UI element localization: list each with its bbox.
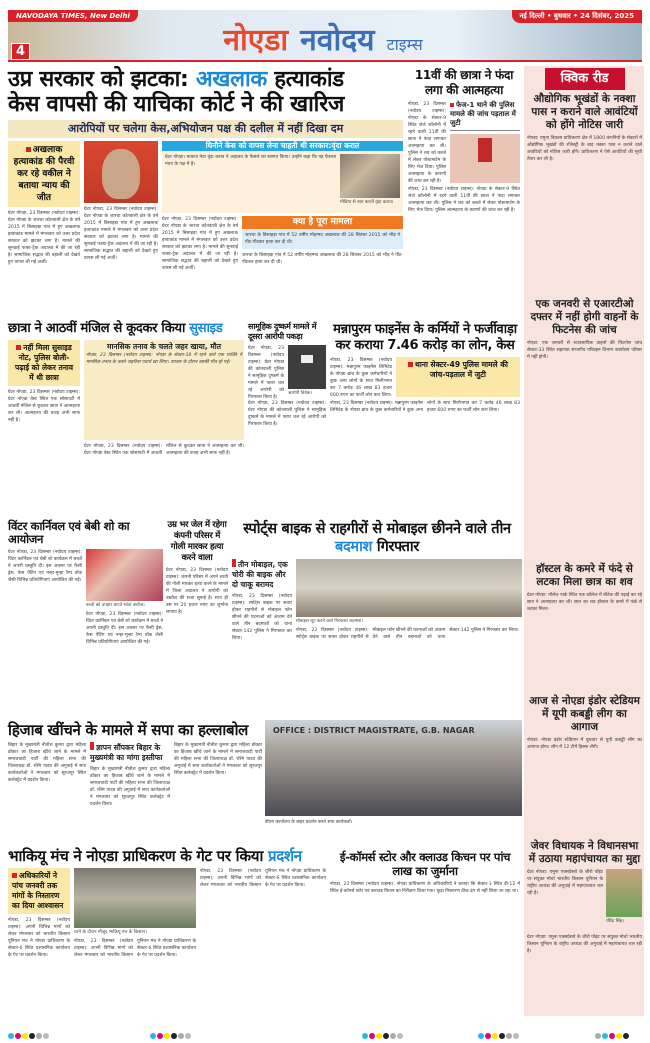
- bike-headline-text: गिरफ्तार: [372, 539, 419, 555]
- bhakiyu-headline-text: भाकियू मंच ने नोएडा प्राधिकरण के गेट पर किया: [8, 847, 268, 865]
- lifejail-story: [166, 520, 228, 718]
- bike-sidebox: [232, 559, 292, 590]
- suicide-headline-text: छात्रा ने आठवीं मंजिल से कूदकर किया: [8, 321, 190, 336]
- bhakiyu-headline: [8, 848, 326, 865]
- ecom-headline: ई-कॉमर्स स्टोर और क्लाउड किचन पर पांच लाख का जुर्माना: [339, 850, 511, 878]
- hijab-sidebox: [90, 742, 170, 763]
- page-number: 4: [11, 43, 30, 60]
- suicide-box: [84, 340, 244, 440]
- quick-item-body: नोएडा: एक जनवरी से व्यावसायिक वाहनों की फिटनेस जांच सेक्टर-33 स्थित सहायक संभागीय परिवहन विभाग कार्यालय परिसर में नहीं होगी।: [527, 341, 642, 360]
- hijab-photo: [265, 720, 522, 816]
- mla-photo: [606, 869, 642, 917]
- bhakiyu-photo: [74, 868, 196, 928]
- hijab-headline: हिजाब खींचने के मामले में सपा का हल्लाबोल: [8, 721, 249, 739]
- lead-body: ग्रेटर नोएडा, 23 दिसम्बर (नवोदय टाइम्स): ग्रेटर नोएडा के जारचा कोतवाली क्षेत्र के वर्ष 2015 में बिसाहड़ा गांव में हुए अखलाक हत्याकांड मामले में मंगलवार को उत्तर प्रदेश सरकार को झटका लगा है। मामले की सुनवाई फास्ट-ट्रैक अदालत में की जा रही है। सामाजिक सद्भाव की बहाली को देखते हुए वापस ली गई अर्जी।: [8, 211, 80, 266]
- what-title: क्या है पूरा मामला: [242, 216, 403, 229]
- suicide-sidebox-text: नहीं मिला सुसाइड नोट, पुलिस बोली-पढ़ाई को लेकर तनाव में थी छात्रा: [14, 342, 74, 382]
- bike-body-cont: नोएडा, 23 दिसम्बर (नवोदय टाइम्स): स्पोर्ट्स बाइक पर सवार होकर राहगीरों से मोबाइल फोन छीनने की घटनाओं को अंजाम देने वाले तीन बदमाशों को थाना सेक्टर-142 पुलिस ने गिरफ्तार कर लिया।: [296, 628, 519, 640]
- suicide-box-body: नोएडा, 23 दिसम्बर (नवोदय टाइम्स): नोएडा के सेक्टर-38 में रहने वाले एक व्यक्ति ने मानसिक तनाव के चलते जहरीला पदार्थ खा लिया। उपचार के दौरान उसकी मौत हो गई।: [86, 352, 242, 365]
- quick-read-tag: क्विक रीड: [545, 68, 625, 90]
- lead-headline: [8, 68, 403, 117]
- quick-item-body: ग्रेटर नोएडा: नॉलेज पार्क स्थित एक कॉलेज में बीटेक की पढ़ाई कर रहे छात्र ने आत्महत्या कर ली। छात्र का शव हॉस्टल के कमरे में पंखे से लटका मिला।: [527, 593, 642, 612]
- lead-story: [8, 68, 403, 316]
- quick-item-body: ग्रेटर नोएडा: यमुना एक्सप्रेसवे के जीरो पॉइंट पर संयुक्त मोर्चा भारतीय किसान यूनियन के राष्ट्रीय अध्यक्ष की अगुवाई में महापंचायत चल रही है।: [527, 870, 603, 896]
- quick-item-headline: आज से नोएडा इंडोर स्टेडियम में यूपी कबड्डी लीग का आगाज: [529, 695, 640, 733]
- hijab-sidebox-text: ज्ञापन सौंपकर बिहार के मुख्यमंत्री का मांगा इस्तीफा: [90, 742, 163, 762]
- brinda-photo: [340, 154, 400, 198]
- lead-headline-highlight: अखलाक: [195, 67, 268, 92]
- bhakiyu-body-cont2: नोएडा, 23 दिसम्बर (नवोदय टाइम्स): अपनी विभिन्न मांगों को लेकर मंगलवार को भारतीय किसान यूनियन मंच ने नोएडा प्राधिकरण के सेक्टर-6 स्थित प्रशासनिक कार्यालय के गेट पर प्रदर्शन किया।: [200, 868, 326, 888]
- rape-caption: आरोपी विवेक।: [288, 391, 313, 396]
- masthead: [8, 10, 642, 60]
- what-body: जारचा के बिसाहड़ा गांव में 52 वर्षीय मोहम्मद अखलाक की 28 सितंबर 2015 को भीड़ ने पीट-पीटकर हत्या कर दी थी।: [242, 229, 403, 249]
- lead-subhead: आरोपियों पर चलेगा केस,अभियोजन पक्ष की दलील में नहीं दिखा दम: [8, 120, 403, 138]
- lead-headline-part: उप्र सरकार को झटका:: [8, 67, 196, 92]
- loan-sidebox-text: थाना सेक्टर-49 पुलिस मामले की जांच-पड़ताल में जुटी: [415, 360, 508, 379]
- bhakiyu-sidebox: [8, 868, 70, 914]
- lead-headline-part: हत्याकांड: [267, 67, 344, 92]
- lead-body-col2: ग्रेटर नोएडा, 23 दिसम्बर (नवोदय टाइम्स): ग्रेटर नोएडा के जारचा कोतवाली क्षेत्र के वर्ष 2015 में बिसाहड़ा गांव में हुए अखलाक हत्याकांड मामले में मंगलवार को उत्तर प्रदेश सरकार को झटका लगा है। मामले की सुनवाई फास्ट-ट्रैक अदालत में की जा रही है। सामाजिक सद्भाव की बहाली को देखते हुए वापस ली गई अर्जी।: [84, 207, 158, 262]
- quick-read: [527, 68, 642, 1014]
- loan-story: [330, 322, 520, 512]
- hijab-story: [8, 722, 262, 842]
- bike-photo: [296, 559, 522, 617]
- lead-columns: [8, 141, 403, 316]
- hijab-body-3: बिहार के मुख्यमंत्री नीतीश कुमार द्वारा महिला डॉक्टर का हिजाब खींचे जाने के मामले में समाजवादी पार्टी की महिला सभा की जिलाध्यक्ष डॉ. रश्मि यादव की अगुवाई में सपा कार्यकर्ताओं ने मंगलवार को सूरजपुर स्थित कलेक्ट्रेट में प्रदर्शन किया।: [174, 742, 262, 776]
- carnival-photo: [86, 549, 163, 601]
- loan-body: नोएडा, 23 दिसम्बर (नवोदय टाइम्स): मन्नापुरम फाइनेंस लिमिटेड के नोएडा ब्रांच के कुछ कर्मचारियों ने कुछ अन्य लोगों के साथ मिलीभगत कर 7 करोड़ 46 लाख 83 हजार 600 रुपए का फर्जी लोन करा लिया।: [330, 358, 392, 398]
- rape-photo: [288, 345, 326, 389]
- loan-body-cont: नोएडा, 23 दिसम्बर (नवोदय टाइम्स): मन्नापुरम फाइनेंस लिमिटेड के नोएडा ब्रांच के कुछ कर्मचारियों ने कुछ अन्य लोगों के साथ मिलीभगत कर 7 करोड़ 46 लाख 83 हजार 600 रुपए का फर्जी लोन करा लिया।: [330, 401, 520, 413]
- suicide-body: ग्रेटर नोएडा, 23 दिसम्बर (नवोदय टाइम्स): ग्रेटर नोएडा वेस्ट स्थित एक सोसायटी में आठवीं मंजिल से कूदकर छात्रा ने आत्महत्या कर ली। आत्महत्या की वजह अभी साफ नहीं है।: [8, 389, 80, 423]
- date-label: नई दिल्ली • बुधवार • 24 दिसंबर, 2025: [512, 10, 642, 23]
- carnival-body-cont: ग्रेटर नोएडा, 23 दिसम्बर (नवोदय टाइम्स): विंटर कार्निवल एवं बेबी शो कार्यक्रम में बच्चों ने अपनी प्रस्तुति दी। इस अवसर पर फैंसी ड्रेस, फेस पेंटिंग एवं नन्हा-मुन्हा रैम्प वॉक जैसी विभिन्न प्रतियोगिताएं आयोजित की गईं।: [86, 611, 164, 645]
- student-sidebox: [450, 101, 520, 131]
- loan-sidebox: [396, 357, 520, 397]
- student-sidebox-text: फेज-1 थाने की पुलिस मामले की जांच पड़ताल में जुटी: [450, 101, 516, 127]
- lead-photo: [84, 141, 158, 203]
- ecom-story: [330, 850, 520, 1018]
- ecom-body: नोएडा, 23 दिसम्बर (नवोदय टाइम्स): नोएडा प्राधिकरण के अधिकारियों ने बताया कि सेक्टर-3 स्थित डी-12 में स्थित ई-कॉमर्स स्टोर एवं क्लाउड किचन का निरीक्षण किया गया। कूड़ा निस्तारण ठीक ढंग से नहीं किया जा रहा था।: [330, 882, 520, 894]
- logo-times: टाइम्स: [386, 35, 423, 54]
- bhakiyu-headline-highlight: प्रदर्शन: [267, 847, 302, 865]
- student-story: [408, 68, 520, 318]
- suicide-headline: [8, 322, 244, 337]
- bhakiyu-sidebox-text: अधिकारियों ने पांच जनवरी तक मांगों के निस्तारण का दिया आश्वासन: [12, 870, 64, 910]
- bike-headline-text: स्पोर्ट्स बाइक से राहगीरों से मोबाइल छीनने वाले तीन: [243, 521, 511, 537]
- bluebox-title: घिनौने केस को वापस लेना चाहती थी सरकार:वृंदा करात: [162, 141, 403, 151]
- bike-headline: [232, 520, 522, 556]
- bluebox: [162, 151, 403, 213]
- print-color-marks: [362, 1024, 404, 1043]
- suicide-body-cont: ग्रेटर नोएडा, 23 दिसम्बर (नवोदय टाइम्स): ग्रेटर नोएडा वेस्ट स्थित एक सोसायटी में आठवीं मंजिल से कूदकर छात्रा ने आत्महत्या कर ली। आत्महत्या की वजह अभी साफ नहीं है।: [84, 443, 244, 456]
- rape-body-cont: ग्रेटर नोएडा, 23 दिसम्बर (नवोदय टाइम्स): ग्रेटर नोएडा की कोतवाली पुलिस ने सामूहिक दुष्कर्म के मामले में फरार चल रहे आरोपी को गिरफ्तार किया है।: [248, 401, 326, 427]
- print-color-marks: [478, 1024, 520, 1043]
- bike-caption: मोबाइल लूट करने वाले गिरफ्तार बदमाश।: [296, 619, 363, 624]
- carnival-headline: विंटर कार्निवल एवं बेबी शो का आयोजन: [8, 519, 130, 546]
- lead-body-col3: ग्रेटर नोएडा, 23 दिसम्बर (नवोदय टाइम्स): ग्रेटर नोएडा के जारचा कोतवाली क्षेत्र के वर्ष 2015 में बिसाहड़ा गांव में हुए अखलाक हत्याकांड मामले में मंगलवार को उत्तर प्रदेश सरकार को झटका लगा है। मामले की सुनवाई फास्ट-ट्रैक अदालत में की जा रही है। सामाजिक सद्भाव की बहाली को देखते हुए वापस ली गई अर्जी।: [162, 217, 238, 272]
- quick-item-body-cont: ग्रेटर नोएडा: यमुना एक्सप्रेसवे के जीरो पॉइंट पर संयुक्त मोर्चा भारतीय किसान यूनियन के राष्ट्रीय अध्यक्ष की अगुवाई में महापंचायत चल रही है।: [527, 935, 642, 954]
- suicide-sidebox: [8, 340, 80, 386]
- carnival-story: [8, 520, 163, 718]
- student-headline: 11वीं की छात्रा ने फंदा लगा की आत्महत्या: [414, 68, 514, 97]
- lead-sidebox-text: अखलाक हत्याकांड की पैरवी कर रहे वकील ने बताया न्याय की जीत: [13, 145, 75, 204]
- quick-item-headline: हॉस्टल के कमरे में फंदे से लटका मिला छात्र का शव: [536, 563, 633, 588]
- logo-noida: नोएडा: [223, 23, 289, 58]
- hijab-body: बिहार के मुख्यमंत्री नीतीश कुमार द्वारा महिला डॉक्टर का हिजाब खींचे जाने के मामले में समाजवादी पार्टी की महिला सभा की जिलाध्यक्ष डॉ. रश्मि यादव की अगुवाई में सपा कार्यकर्ताओं ने मंगलवार को सूरजपुर स्थित कलेक्ट्रेट में प्रदर्शन किया।: [8, 742, 86, 783]
- bhakiyu-caption: धरने के दौरान मौजूद भाकियू मंच के किसान।: [74, 929, 147, 935]
- quick-item-body: नोएडा: यमुना विकास प्राधिकरण क्षेत्र में 1800 कंपनियों के सेक्टरों में औद्योगिक भूखंडों की रजिस्ट्री के बाद नक्शा पास न कराने वाले आवंटियों को नोटिस जारी होंगे। प्राधिकरण ने ऐसे आवंटियों की सूची तैयार कर ली है।: [527, 136, 642, 162]
- quick-item-headline: औद्योगिक भूखंडों के नक्शा पास न कराने वाले आवंटियों को होंगे नोटिस जारी: [531, 93, 638, 131]
- student-body: नोएडा, 23 दिसम्बर (नवोदय टाइम्स): नोएडा के सेक्टर-9 स्थित जेजे कॉलोनी में रहने वाली 11वीं की छात्रा ने फंदा लगाकर आत्महत्या कर ली। पुलिस ने शव को कब्जे में लेकर पोस्टमार्टम के लिए भेज दिया। पुलिस आत्महत्या के कारणों की जांच कर रही है।: [408, 102, 446, 184]
- quick-item-headline: एक जनवरी से एआरटीओ दफ्तर में नहीं होगी वाहनों के फिटनेस की जांच: [530, 298, 639, 336]
- suicide-story: [8, 322, 244, 512]
- quick-item-headline: जेवर विधायक ने विधानसभा में उठाया महापंचायत का मुद्दा: [528, 840, 641, 865]
- hijab-caption: डीएम कार्यालय के बाहर प्रदर्शन करते सपा कार्यकर्ता।: [265, 820, 353, 825]
- loan-headline: मन्नापुरम फाइनेंस के कर्मियों ने फर्जीवाड़ा कर कराया 7.46 करोड़ का लोन, केस: [333, 322, 517, 353]
- suicide-box-title: मानसिक तनाव के चलते जहर खाया, मौत: [107, 341, 221, 351]
- print-color-marks: [595, 1024, 630, 1043]
- bluebox-caption: मीडिया से बात करतीं वृंदा करात।: [340, 200, 394, 206]
- bike-story: [232, 520, 522, 718]
- lead-headline-line2: केस वापसी की याचिका कोर्ट ने की खारिज: [8, 91, 344, 117]
- bike-sidebox-text: तीन मोबाइल, एक चोरी की बाइक और दो चाकू बरामद: [232, 560, 288, 589]
- student-body-cont: नोएडा, 23 दिसम्बर (नवोदय टाइम्स): नोएडा के सेक्टर-9 स्थित जेजे कॉलोनी में रहने वाली 11वीं की छात्रा ने फंदा लगाकर आत्महत्या कर ली। पुलिस ने शव को कब्जे में लेकर पोस्टमार्टम के लिए भेज दिया। पुलिस आत्महत्या के कारणों की जांच कर रही है।: [408, 187, 520, 213]
- dm-office-sign: OFFICE : DISTRICT MAGISTRATE, G.B. NAGAR: [273, 726, 475, 735]
- lifejail-body: ग्रेटर नोएडा, 23 दिसम्बर (नवोदय टाइम्स): कंपनी परिसर में अपने साथी की गोली मारकर हत्या करने के मामले में जिला अदालत ने आरोपी को उम्रकैद की सजा सुनाई है। साथ ही उस पर 20 हजार रुपए का जुर्माना लगाया है।: [166, 568, 228, 615]
- bike-body: नोएडा, 23 दिसम्बर (नवोदय टाइम्स): स्पोर्ट्स बाइक पर सवार होकर राहगीरों से मोबाइल फोन छीनने की घटनाओं को अंजाम देने वाले तीन बदमाशों को थाना सेक्टर-142 पुलिस ने गिरफ्तार कर लिया।: [232, 594, 292, 641]
- carnival-caption: बच्चों को उपहार बांटते सांता क्लॉज।: [86, 602, 145, 608]
- bhakiyu-story: [8, 848, 326, 1018]
- bhakiyu-body: नोएडा, 23 दिसम्बर (नवोदय टाइम्स): अपनी विभिन्न मांगों को लेकर मंगलवार को भारतीय किसान यूनियन मंच ने नोएडा प्राधिकरण के सेक्टर-6 स्थित प्रशासनिक कार्यालय के गेट पर प्रदर्शन किया।: [8, 917, 70, 958]
- hijab-body-2: बिहार के मुख्यमंत्री नीतीश कुमार द्वारा महिला डॉक्टर का हिजाब खींचे जाने के मामले में समाजवादी पार्टी की महिला सभा की जिलाध्यक्ष डॉ. रश्मि यादव की अगुवाई में सपा कार्यकर्ताओं ने मंगलवार को सूरजपुर स्थित कलेक्ट्रेट में प्रदर्शन किया।: [90, 766, 170, 807]
- lifejail-headline: उम्र भर जेल में रहेगा कंपनी परिसर में गोली मारकर हत्या करने वाला: [167, 520, 227, 563]
- logo-navoday: नवोदय: [300, 23, 375, 58]
- lead-sidebox: [8, 141, 80, 207]
- bike-headline-highlight: बदमाश: [335, 539, 373, 555]
- edition-label: NAVODAYA TIMES, New Delhi: [8, 10, 138, 22]
- bhakiyu-body-cont: नोएडा, 23 दिसम्बर (नवोदय टाइम्स): अपनी विभिन्न मांगों को लेकर मंगलवार को भारतीय किसान यूनियन मंच ने नोएडा प्राधिकरण के सेक्टर-6 स्थित प्रशासनिक कार्यालय के गेट पर प्रदर्शन किया।: [74, 938, 196, 958]
- mla-caption: धीरेंद्र सिंह।: [606, 919, 624, 924]
- hijab-photo-block: [265, 720, 522, 842]
- print-color-marks: [150, 1024, 192, 1043]
- rape-body: ग्रेटर नोएडा, 23 दिसम्बर (नवोदय टाइम्स): ग्रेटर नोएडा की कोतवाली पुलिस ने सामूहिक दुष्कर्म के मामले में फरार चल रहे आरोपी को गिरफ्तार किया है।: [248, 346, 284, 400]
- masthead-rule: [8, 60, 642, 62]
- quick-item-body: नोएडा: नोएडा इंडोर स्टेडियम में बुधवार से यूपी कबड्डी लीग का आगाज होगा। लीग में 12 टीमें हिस्सा लेंगी।: [527, 738, 642, 750]
- what-body-cont: जारचा के बिसाहड़ा गांव में 52 वर्षीय मोहम्मद अखलाक की 28 सितंबर 2015 को भीड़ ने पीट-पीटकर हत्या कर दी थी।: [242, 253, 403, 266]
- print-color-marks: [8, 1024, 50, 1043]
- suicide-headline-highlight: सुसाइड: [189, 321, 223, 336]
- carnival-body: ग्रेटर नोएडा, 23 दिसम्बर (नवोदय टाइम्स): विंटर कार्निवल एवं बेबी शो कार्यक्रम में बच्चों ने अपनी प्रस्तुति दी। इस अवसर पर फैंसी ड्रेस, फेस पेंटिंग एवं नन्हा-मुन्हा रैम्प वॉक जैसी विभिन्न प्रतियोगिताएं आयोजित की गईं।: [8, 549, 82, 583]
- logo: [158, 23, 488, 60]
- rape-story: [248, 322, 326, 512]
- rape-headline: सामूहिक दुष्कर्म मामले में दूसरा आरोपी पकड़ा: [248, 322, 317, 341]
- student-photo: [450, 134, 520, 183]
- bluebox-body: ग्रेटर नोएडा। माकपा नेता वृंदा करात ने अदालत के फैसले का स्वागत किया। उन्होंने कहा कि यह फैसला न्याय के पक्ष में है।: [165, 155, 336, 168]
